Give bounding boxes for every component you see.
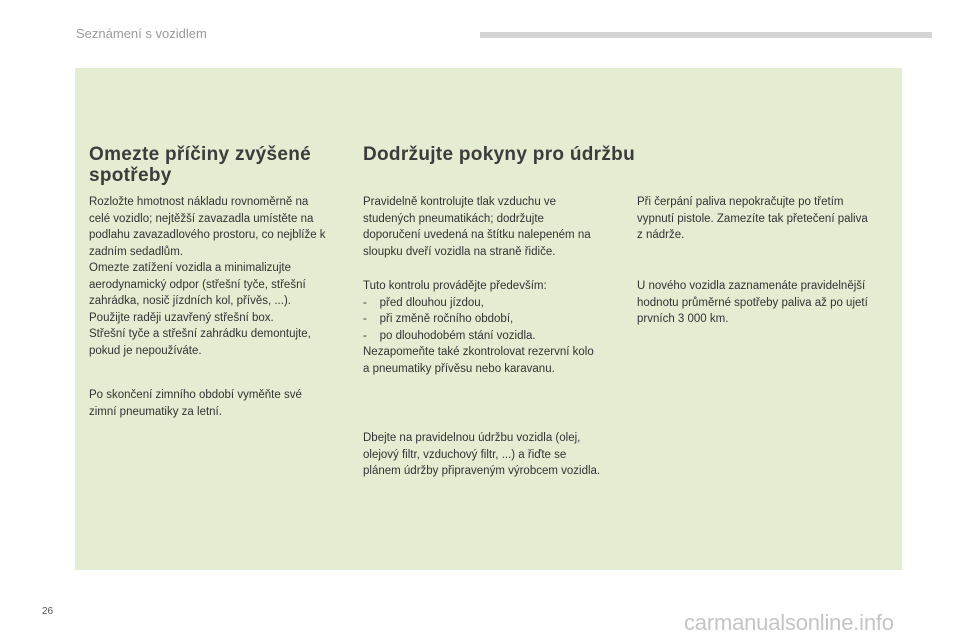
text-line: z nádrže. — [637, 229, 685, 241]
left-heading-line: Omezte příčiny zvýšené — [89, 144, 312, 165]
text-line: Pravidelně kontrolujte tlak vzduchu ve — [363, 196, 557, 208]
list-item: - po dlouhodobém stání vozidla. — [363, 329, 536, 342]
text-line: Dbejte na pravidelnou údržbu vozidla (olej, — [363, 432, 581, 444]
middle-paragraph-3 — [363, 430, 600, 480]
text-line: Při čerpání paliva nepokračujte po třetím — [637, 196, 844, 208]
text-line: U nového vozidla zaznamenáte pravidelnější — [637, 280, 866, 292]
text-line: plánem údržby připraveným výrobcem vozidla. — [363, 465, 601, 477]
text-line: vypnutí pistole. Zamezíte tak přetečení paliva — [637, 212, 868, 225]
text-line: celé vozidlo; nejtěžší zavazadla umístěte na — [89, 212, 314, 225]
middle-paragraph-1 — [363, 194, 591, 260]
list-item: - před dlouhou jízdou, — [363, 296, 484, 309]
text-line: zahrádka, nosič jízdních kol, přívěs, ...). — [89, 295, 291, 307]
text-line: sloupku dveří vozidla na straně řidiče. — [363, 245, 556, 258]
text-line: Střešní tyče a střešní zahrádku demontujte, — [89, 328, 311, 340]
right-paragraph-2 — [637, 278, 868, 328]
left-paragraph-2 — [89, 387, 302, 420]
text-line: zadním sedadlům. — [89, 245, 183, 258]
text-line: a pneumatiky přívěsu nebo karavanu. — [363, 362, 555, 375]
text-line: Rozložte hmotnost nákladu rovnoměrně na — [89, 196, 309, 208]
text-line: Nezapomeňte také zkontrolovat rezervní kolo — [363, 346, 594, 358]
text-line: Po skončení zimního období vyměňte své — [89, 389, 302, 401]
section-title: Seznámení s vozidlem — [76, 26, 207, 41]
right-paragraph-1 — [637, 194, 868, 244]
text-line: Tuto kontrolu provádějte především: — [363, 280, 547, 292]
text-line: zimní pneumatiky za letní. — [89, 405, 222, 418]
left-heading — [89, 144, 311, 186]
page-number: 26 — [42, 606, 54, 617]
header-divider-bar — [480, 32, 932, 38]
middle-paragraph-2 — [363, 278, 594, 377]
text-line: podlahu zavazadlového prostoru, co nejblíže k — [89, 229, 326, 241]
text-line: hodnotu průměrné spotřeby paliva až po ujetí — [637, 296, 868, 309]
middle-heading: Dodržujte pokyny pro údržbu — [363, 144, 635, 165]
text-line: studených pneumatikách; dodržujte — [363, 212, 544, 225]
watermark: carmanualsonline.info — [684, 610, 894, 635]
list-item: - při změně ročního období, — [363, 313, 514, 325]
text-line: pokud je nepoužíváte. — [89, 344, 202, 357]
text-line: prvních 3 000 km. — [637, 313, 729, 325]
text-line: Použijte raději uzavřený střešní box. — [89, 311, 274, 324]
text-line: Omezte zatížení vozidla a minimalizujte — [89, 262, 291, 274]
left-heading-line: spotřeby — [89, 165, 172, 186]
left-paragraph-1 — [89, 194, 326, 359]
text-line: doporučení uvedená na štítku nalepeném na — [363, 229, 591, 241]
text-line: olejový filtr, vzduchový filtr, ...) a řiďte se — [363, 448, 567, 461]
text-line: aerodynamický odpor (střešní tyče, střešní — [89, 278, 306, 291]
